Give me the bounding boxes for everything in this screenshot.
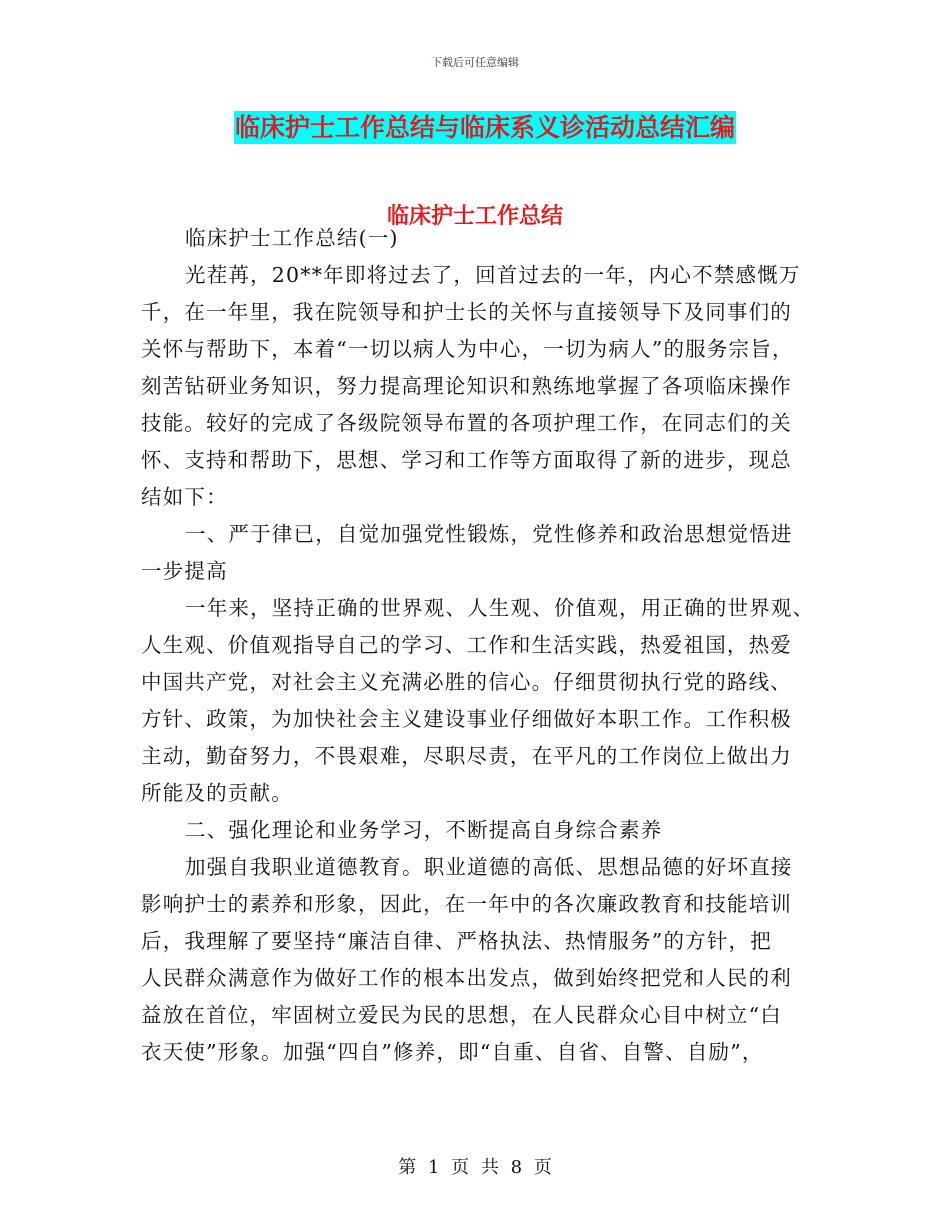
paragraph-line: 所能及的贡献。	[141, 781, 293, 805]
paragraph-line: 光茬苒，20**年即将过去了，回首过去的一年，内心不禁感慨万	[185, 263, 801, 287]
paragraph-line: 益放在首位，牢固树立爱民为民的思想，在人民群众心目中树立“白	[141, 1003, 782, 1027]
paragraph-line: 人民群众满意作为做好工作的根本出发点，做到始终把党和人民的利	[141, 966, 792, 990]
paragraph-line: 刻苦钻研业务知识，努力提高理论知识和熟练地掌握了各项临床操作	[141, 374, 792, 398]
section-title: 临床护士工作总结	[386, 204, 563, 229]
heading-line: 二、强化理论和业务学习，不断提高自身综合素养	[185, 818, 663, 842]
paragraph-line: 怀、支持和帮助下，思想、学习和工作等方面取得了新的进步，现总	[141, 448, 792, 472]
paragraph-line: 后，我理解了要坚持“廉洁自律、严格执法、热情服务”的方针，把	[141, 929, 772, 953]
heading-line: 一步提高	[141, 559, 228, 583]
paragraph-line: 关怀与帮助下，本着“一切以病人为中心，一切为病人”的服务宗旨，	[141, 337, 794, 361]
header-note: 下载后可任意编辑	[431, 56, 519, 69]
paragraph-line: 方针、政策，为加快社会主义建设事业仔细做好本职工作。工作积极	[141, 707, 792, 731]
heading-line: 一、严于律已，自觉加强党性锻炼，党性修养和政治思想觉悟进	[185, 522, 793, 546]
page-number-footer: 第 1 页 共 8 页	[398, 1157, 552, 1178]
document-title: 临床护士工作总结与临床系义诊活动总结汇编	[235, 113, 736, 142]
paragraph-line: 中国共产党，对社会主义充满必胜的信心。仔细贯彻执行党的路线、	[141, 670, 792, 694]
paragraph-line: 加强自我职业道德教育。职业道德的高低、思想品德的好坏直接	[185, 855, 793, 879]
paragraph-line: 人生观、价值观指导自己的学习、工作和生活实践，热爱祖国，热爱	[141, 633, 792, 657]
body-text	[141, 220, 815, 1071]
paragraph-line: 衣天使”形象。加强“四自”修养，即“自重、自省、自警、自励”，	[141, 1040, 764, 1064]
paragraph-line: 技能。较好的完成了各级院领导布置的各项护理工作，在同志们的关	[141, 411, 792, 435]
paragraph-line: 影响护士的素养和形象，因此，在一年中的各次廉政教育和技能培训	[141, 892, 792, 916]
paragraph-line: 结如下：	[141, 485, 228, 509]
paragraph-line: 主动，勤奋努力，不畏艰难，尽职尽责，在平凡的工作岗位上做出力	[141, 744, 792, 768]
paragraph-line: 千，在一年里，我在院领导和护士长的关怀与直接领导下及同事们的	[141, 300, 792, 324]
paragraph-line: 一年来，坚持正确的世界观、人生观、价值观，用正确的世界观、	[185, 596, 815, 620]
subheading-line: 临床护士工作总结(一)	[185, 226, 399, 250]
